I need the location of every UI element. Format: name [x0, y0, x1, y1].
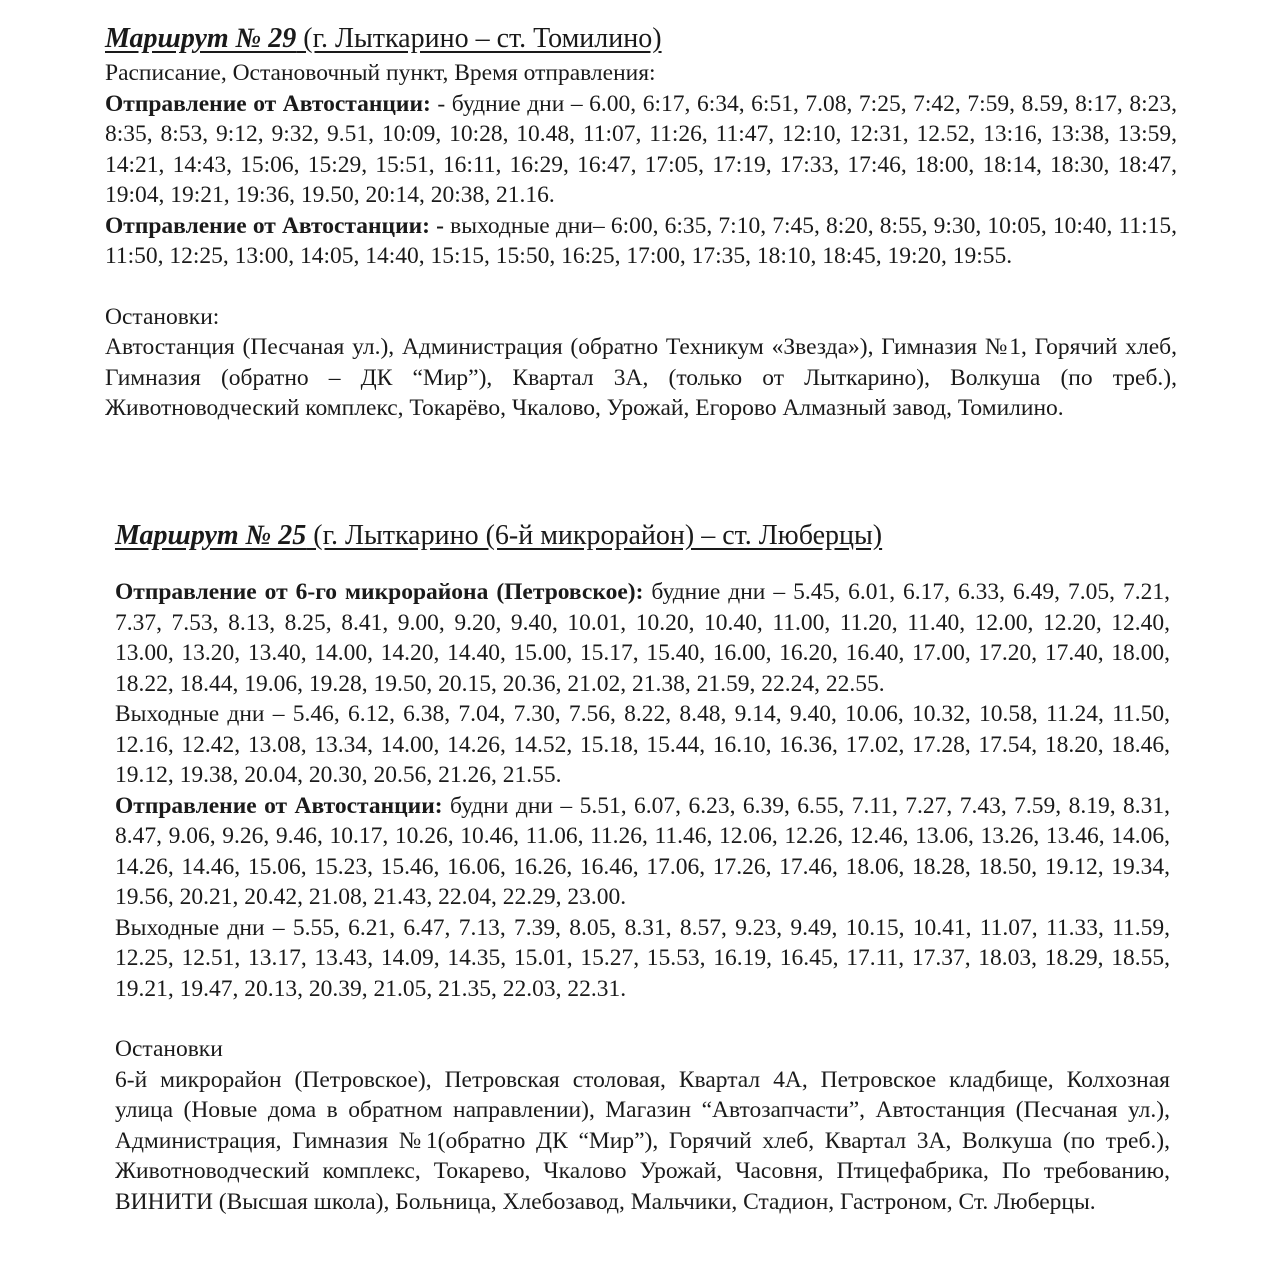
route-29-weekend-label: Отправление от Автостанции: - [105, 212, 444, 239]
route-29-number: Маршрут № 29 [105, 23, 297, 54]
route-25-bus-weekday-times: будни дни – 5.51, 6.07, 6.23, 6.39, 6.55, 7.11, 7.27, 7.43, 7.59, 8.19, 8.31, 8.47, 9.06, 9.26, 9.46, 10.17, 10.26, 10.46, 11.06, 11.26, 11.46, 12.06, 12.26, 12.46, 13.06, 13.26, 13.46, 14.06, 14.26, 14.46, 15.06, 15.23, 15.46, 16.06, 16.26, 16.46, 17.06, 17.26, 17.46, 18.06, 18.28, 18.50, 19.12, 19.34, 19.56, 20.21, 20.42, 21.08, 21.43, 22.04, 22.29, 23.00. [115, 792, 1170, 910]
route-25-number: Маршрут № 25 [115, 520, 307, 551]
route-25-section [115, 517, 1170, 1217]
route-29-weekday-times: - будние дни – 6.00, 6:17, 6:34, 6:51, 7.08, 7:25, 7:42, 7:59, 8.59, 8:17, 8:23, 8:35, 8:53, 9:12, 9:32, 9.51, 10:09, 10:28, 10.48, 11:07, 11:26, 11:47, 12:10, 12:31, 12.52, 13:16, 13:38, 13:59, 14:21, 14:43, 15:06, 15:29, 15:51, 16:11, 16:29, 16:47, 17:05, 17:19, 17:33, 17:46, 18:00, 18:14, 18:30, 18:47, 19:04, 19:21, 19:36, 19.50, 20:14, 20:38, 21.16. [105, 90, 1177, 208]
route-25-mkr-weekday-times: будние дни – 5.45, 6.01, 6.17, 6.33, 6.49, 7.05, 7.21, 7.37, 7.53, 8.13, 8.25, 8.41, 9.00, 9.20, 9.40, 10.01, 10.20, 10.40, 11.00, 11.20, 11.40, 12.00, 12.20, 12.40, 13.00, 13.20, 13.40, 14.00, 14.20, 14.40, 15.00, 15.17, 15.40, 16.00, 16.20, 16.40, 17.00, 17.20, 17.40, 18.00, 18.22, 18.44, 19.06, 19.28, 19.50, 20.15, 20.36, 21.02, 21.38, 21.59, 22.24, 22.55. [115, 579, 1170, 697]
route-25-bus-weekend-schedule: Выходные дни – 5.55, 6.21, 6.47, 7.13, 7.39, 8.05, 8.31, 8.57, 9.23, 9.49, 10.15, 10.41, 11.07, 11.33, 11.59, 12.25, 12.51, 13.17, 13.43, 14.09, 14.35, 15.01, 15.27, 15.53, 16.19, 16.45, 17.11, 17.37, 18.03, 18.29, 18.55, 19.21, 19.47, 20.13, 20.39, 21.05, 21.35, 22.03, 22.31. [115, 914, 1170, 1002]
route-29-name: (г. Лыткарино – ст. Томилино) [296, 23, 662, 54]
route-25-bus-label: Отправление от Автостанции: [115, 792, 443, 819]
route-25-bus-weekday-schedule [115, 791, 1170, 913]
route-29-weekend-schedule [105, 211, 1177, 272]
route-25-name: (г. Лыткарино (6-й микрорайон) – ст. Люберцы) [306, 520, 883, 551]
route-25-title [115, 517, 1170, 555]
route-25-mkr-weekend-schedule: Выходные дни – 5.46, 6.12, 6.38, 7.04, 7.30, 7.56, 8.22, 8.48, 9.14, 9.40, 10.06, 10.32, 10.58, 11.24, 11.50, 12.16, 12.42, 13.08, 13.34, 14.00, 14.26, 14.52, 15.18, 15.44, 16.10, 16.36, 17.02, 17.28, 17.54, 18.20, 18.46, 19.12, 19.38, 20.04, 20.30, 20.56, 21.26, 21.55. [115, 701, 1170, 788]
route-29-stops-label: Остановки: [105, 303, 220, 330]
route-25-mkr-weekday-schedule [115, 577, 1170, 699]
route-29-stops-list: Автостанция (Песчаная ул.), Администрация (обратно Техникум «Звезда»), Гимназия №1, Горячий хлеб, Гимназия (обратно – ДК “Мир”), Квартал 3А, (только от Лыткарино), Волкуша (по треб.), Животноводческий комплекс, Токарёво, Чкалово, Урожай, Егорово Алмазный завод, Томилино. [105, 334, 1177, 421]
route-29-section [105, 20, 1177, 424]
route-25-stops-label: Остановки [115, 1036, 223, 1062]
route-29-weekday-label: Отправление от Автостанции: [105, 90, 431, 117]
route-25-mkr-label: Отправление от 6-го микрорайона (Петровское): [115, 579, 644, 605]
route-29-weekend-times: выходные дни– 6:00, 6:35, 7:10, 7:45, 8:20, 8:55, 9:30, 10:05, 10:40, 11:15, 11:50, 12:25, 13:00, 14:05, 14:40, 15:15, 15:50, 16:25, 17:00, 17:35, 18:10, 18:45, 19:20, 19:55. [105, 212, 1178, 269]
route-29-weekday-schedule [105, 89, 1177, 211]
route-29-intro: Расписание, Остановочный пункт, Время отправления: [105, 60, 656, 86]
route-25-stops-list: 6-й микрорайон (Петровское), Петровская столовая, Квартал 4А, Петровское кладбище, Колхозная улица (Новые дома в обратном направлении), Магазин “Автозапчасти”, Автостанция (Песчаная ул.), Администрация, Гимназия №1(обратно ДК “Мир”), Горячий хлеб, Квартал 3А, Волкуша (по треб.), Животноводческий комплекс, Токарево, Чкалово Урожай, Часовня, Птицефабрика, По требованию, ВИНИТИ (Высшая школа), Больница, Хлебозавод, Мальчики, Стадион, Гастроном, Ст. Люберцы. [115, 1066, 1170, 1215]
route-29-title [105, 20, 1177, 58]
